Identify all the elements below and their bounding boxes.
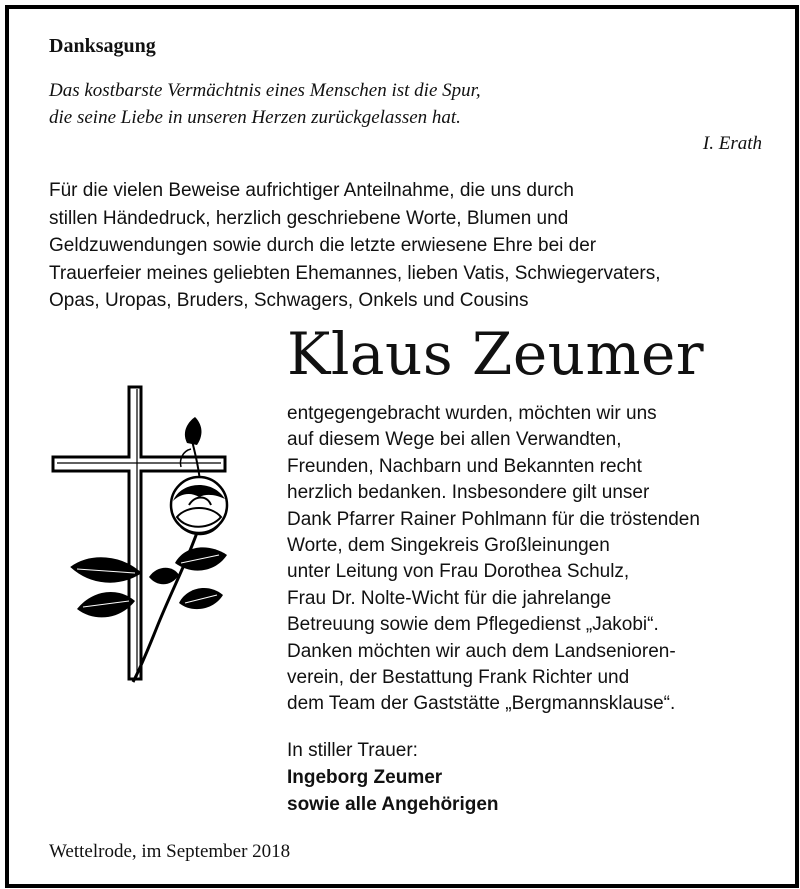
mourning-intro: In stiller Trauer: bbox=[287, 740, 418, 761]
body-line: Dank Pfarrer Rainer Pohlmann für die tröstenden bbox=[287, 508, 700, 530]
body-line: verein, der Bestattung Frank Richter und bbox=[287, 667, 630, 689]
obituary-card bbox=[5, 5, 799, 888]
intro-line: Trauerfeier meines geliebten Ehemannes, lieben Vatis, Schwiegervaters, bbox=[49, 262, 661, 284]
intro-line: Opas, Uropas, Bruders, Schwagers, Onkels und Cousins bbox=[49, 290, 529, 311]
mourner-family: sowie alle Angehörigen bbox=[287, 794, 499, 815]
body-line: Frau Dr. Nolte-Wicht für die jahrelange bbox=[287, 587, 612, 609]
body-text bbox=[287, 401, 777, 718]
body-line: auf diesem Wege bei allen Verwandten, bbox=[287, 429, 622, 451]
intro-text bbox=[49, 177, 769, 315]
intro-line: Für die vielen Beweise aufrichtiger Anteilnahme, die uns durch bbox=[49, 180, 574, 201]
mourner-name: Ingeborg Zeumer bbox=[287, 767, 443, 788]
body-line: dem Team der Gaststätte „Bergmannsklause“. bbox=[287, 693, 676, 715]
place-date: Wettelrode, im September 2018 bbox=[49, 841, 291, 862]
body-line: herzlich bedanken. Insbesondere gilt unser bbox=[287, 482, 650, 504]
cross-with-rose-icon bbox=[49, 377, 249, 697]
mourning-block bbox=[287, 737, 499, 818]
body-line: Danken möchten wir auch dem Landsenioren- bbox=[287, 640, 676, 662]
deceased-name: Klaus Zeumer bbox=[287, 320, 705, 388]
intro-line: stillen Händedruck, herzlich geschriebene Worte, Blumen und bbox=[49, 207, 569, 229]
quote-line: die seine Liebe in unseren Herzen zurückgelassen hat. bbox=[49, 107, 461, 128]
quote-line: Das kostbarste Vermächtnis eines Menschen ist die Spur, bbox=[49, 80, 481, 101]
quote bbox=[49, 77, 481, 131]
heading: Danksagung bbox=[49, 35, 156, 57]
body-line: Betreuung sowie dem Pflegedienst „Jakobi“. bbox=[287, 614, 659, 636]
body-line: unter Leitung von Frau Dorothea Schulz, bbox=[287, 561, 630, 583]
intro-line: Geldzuwendungen sowie durch die letzte erwiesene Ehre bei der bbox=[49, 235, 597, 256]
quote-author: I. Erath bbox=[702, 133, 762, 154]
body-line: Worte, dem Singekreis Großleinungen bbox=[287, 535, 610, 557]
body-line: Freunden, Nachbarn und Bekannten recht bbox=[287, 455, 642, 477]
body-line: entgegengebracht wurden, möchten wir uns bbox=[287, 403, 657, 424]
